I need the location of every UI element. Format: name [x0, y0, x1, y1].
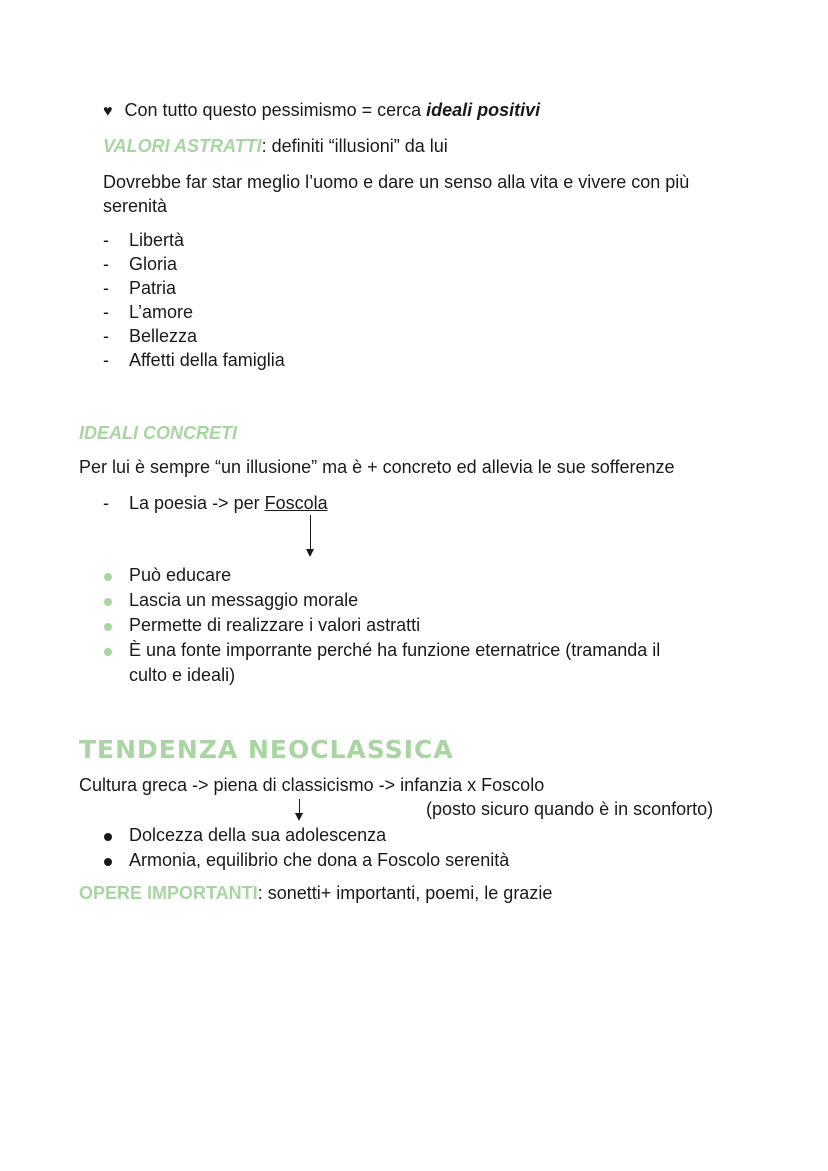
- bullet-dot: [104, 623, 112, 631]
- list-item: Può educare: [129, 565, 232, 585]
- bullet-dot: [104, 598, 112, 606]
- list-dash: -: [103, 350, 109, 370]
- bullet-dot: [104, 573, 112, 581]
- list-item: Permette di realizzare i valori astratti: [129, 615, 421, 635]
- poesia-text: La poesia -> per: [129, 493, 265, 513]
- ideali-concreti-heading: IDEALI CONCRETI: [79, 423, 238, 443]
- list-item: Patria: [129, 278, 177, 298]
- paragraph-line-1: Dovrebbe far star meglio l’uomo e dare un senso alla vita e vivere con più: [103, 172, 690, 192]
- list-item: Gloria: [129, 254, 178, 274]
- list-item: Armonia, equilibrio che dona a Foscolo serenità: [129, 850, 510, 870]
- side-note: (posto sicuro quando è in sconforto): [426, 799, 714, 819]
- opere-importanti-line: [79, 883, 552, 904]
- valori-astratti-line: [103, 136, 448, 157]
- foscola-word: Foscola: [264, 493, 328, 513]
- valori-astratti-desc: : definiti “illusioni” da lui: [261, 136, 448, 156]
- list-dash: -: [103, 493, 109, 513]
- bullet-dot: [104, 648, 112, 656]
- heart-bullet-line: [103, 100, 540, 121]
- heart-line-bold: ideali positivi: [426, 100, 541, 120]
- tendenza-neoclassica-heading: TENDENZA NEOCLASSICA: [79, 735, 454, 764]
- list-dash: -: [103, 230, 109, 250]
- bullet-dot: [104, 858, 112, 866]
- list-item-continuation: culto e ideali): [129, 665, 236, 685]
- list-item: È una fonte imporrante perché ha funzione eternatrice (tramanda il: [129, 640, 661, 660]
- opere-importanti-label: OPERE IMPORTANTI: [79, 883, 258, 903]
- list-item: Dolcezza della sua adolescenza: [129, 825, 387, 845]
- list-dash: -: [103, 302, 109, 322]
- list-item: Bellezza: [129, 326, 198, 346]
- list-item: Lascia un messaggio morale: [129, 590, 359, 610]
- list-item: Libertà: [129, 230, 185, 250]
- poesia-item: [129, 493, 328, 514]
- bullet-dot: [104, 833, 112, 841]
- list-item: L’amore: [129, 302, 194, 322]
- list-item: Affetti della famiglia: [129, 350, 285, 370]
- list-dash: -: [103, 254, 109, 274]
- list-dash: -: [103, 278, 109, 298]
- opere-importanti-desc: : sonetti+ importanti, poemi, le grazie: [257, 883, 553, 903]
- paragraph-line-2: serenità: [103, 196, 168, 216]
- list-dash: -: [103, 326, 109, 346]
- cultura-greca-line: Cultura greca -> piena di classicismo -> infanzia x Foscolo: [79, 775, 545, 795]
- ideali-intro: Per lui è sempre “un illusione” ma è + concreto ed allevia le sue sofferenze: [79, 457, 675, 477]
- heart-icon: ♥: [103, 103, 113, 120]
- valori-astratti-label: VALORI ASTRATTI: [103, 136, 262, 156]
- heart-line-text: Con tutto questo pessimismo = cerca: [124, 100, 427, 120]
